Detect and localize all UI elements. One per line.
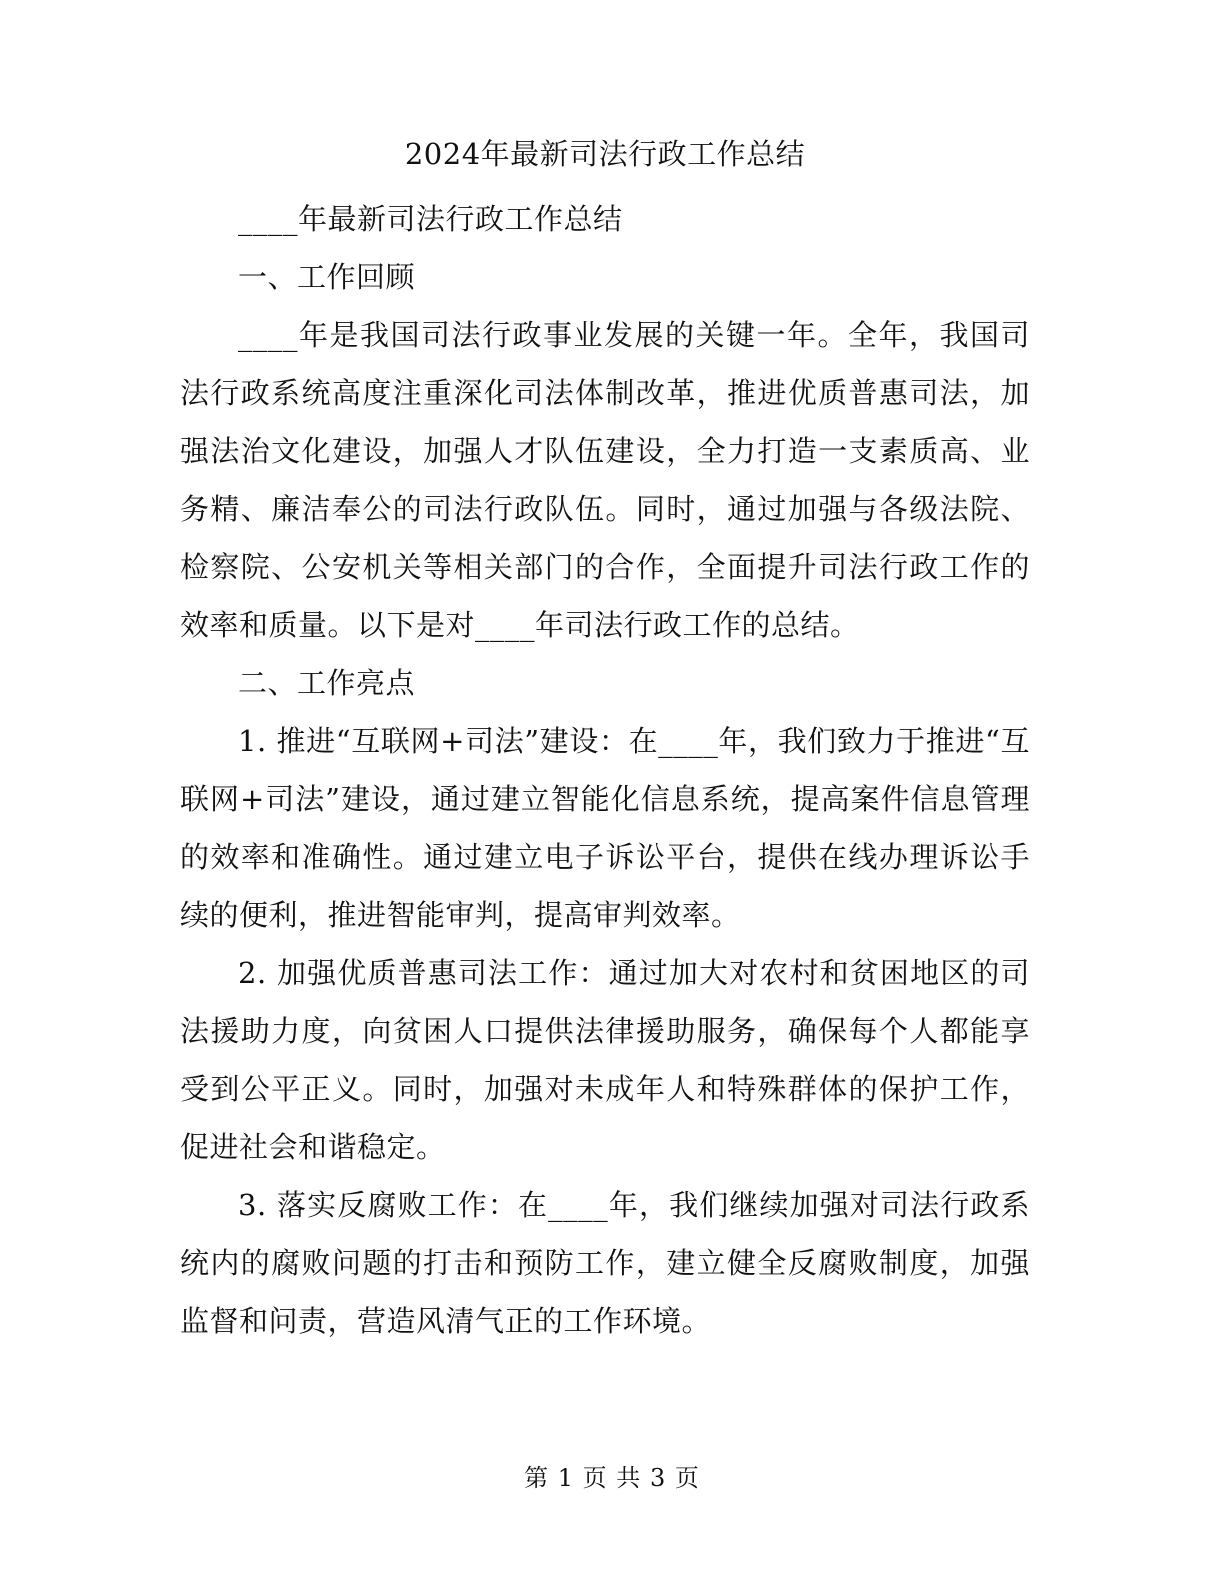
document-page [180,132,1030,1350]
page-number-footer: 第 1 页 共 3 页 [524,1464,700,1492]
highlight-item-3: 3. 落实反腐败工作：在____年，我们继续加强对司法行政系统内的腐败问题的打击和预防工作，建立健全反腐败制度，加强监督和问责，营造风清气正的工作环境。 [180,1188,1030,1338]
section-heading-highlights: 二、工作亮点 [238,666,416,700]
review-paragraph: ____年是我国司法行政事业发展的关键一年。全年，我国司法行政系统高度注重深化司法体制改革，推进优质普惠司法，加强法治文化建设，加强人才队伍建设，全力打造一支素质高、业务精、廉洁奉公的司法行政队伍。同时，通过加强与各级法院、检察院、公安机关等相关部门的合作，全面提升司法行政工作的效率和质量。以下是对____年司法行政工作的总结。 [180,318,1030,642]
highlight-item-1: 1. 推进“互联网+司法”建设：在____年，我们致力于推进“互联网+司法”建设，通过建立智能化信息系统，提高案件信息管理的效率和准确性。通过建立电子诉讼平台，提供在线办理诉讼手续的便利，推进智能审判，提高审判效率。 [180,724,1030,932]
section-heading-review: 一、工作回顾 [238,260,416,294]
document-title: 2024年最新司法行政工作总结 [404,137,806,171]
subtitle-paragraph: ____年最新司法行政工作总结 [238,202,623,236]
highlight-item-2: 2. 加强优质普惠司法工作：通过加大对农村和贫困地区的司法援助力度，向贫困人口提供法律援助服务，确保每个人都能享受到公平正义。同时，加强对未成年人和特殊群体的保护工作，促进社会和谐稳定。 [180,956,1030,1164]
